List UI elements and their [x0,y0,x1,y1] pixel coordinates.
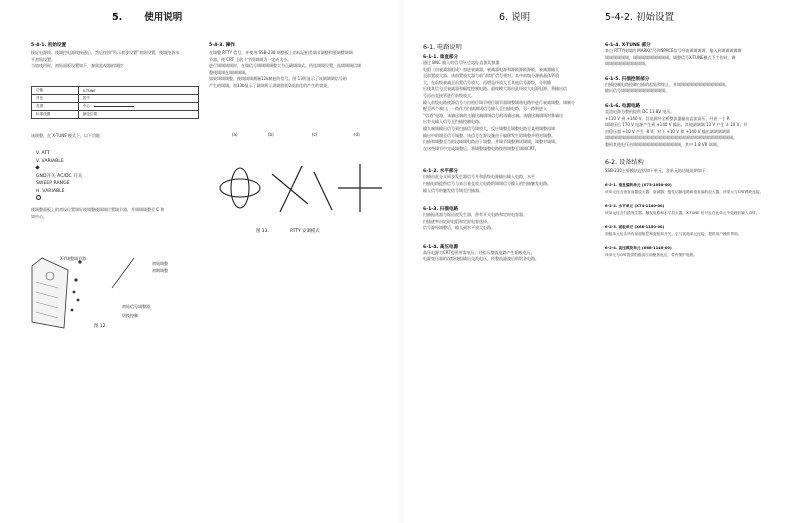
figure-12-label: 初始信号调整器 [122,304,150,309]
left-header-title: 使用说明 [144,12,183,23]
control-item [36,180,196,188]
control-item [36,158,196,166]
figure-12-label: 切换控制 [122,313,138,318]
figure-13-rtty-patterns [210,128,390,238]
section-operation [209,42,379,90]
control-item [36,195,196,204]
unit-title: 6-2-3. 面板单元 (X68-1150-00) [605,225,665,230]
line-symbol [94,106,134,107]
xtune-intro: 该调整，在 X-TUNE 模式下，以下功能： [31,133,105,138]
circuit-description [423,42,598,263]
unit-title: 6-2-4. 高压模块单元 (X68-1140-00) [605,246,672,251]
table-cell: 对比 [32,95,79,103]
right-header-number: 6. 说明 [499,12,531,23]
text-line: 出使其信号至衰减器和幅度控制电路。最终模大器由此经放大电源电源，将输出信 [423,86,567,92]
unit-block [605,182,787,195]
text-line: 输入信号的触发信号调至扫描器。 [423,187,483,193]
text-line: 配至两个端口，一路作为扫描测试信号输入至扫描电路，另一路则进入 [423,106,547,112]
text-line: 整使调调在调调调调。 [209,69,249,75]
text-line: 平初始设置。 [31,56,55,62]
control-label: GND开关 AC/DC 开关 [36,173,83,179]
control-item [36,188,196,196]
section-title: 6-1-4. X-TUNE 部分 [605,43,651,48]
bullet-icon [35,165,39,169]
table-cell: X-TUNE [78,87,198,95]
text-line: 输出信号调调调调调调调调调调调。 [605,88,669,94]
figure-13-tag: (d) [354,132,360,137]
control-label: H. VARIABLE [36,188,65,194]
setup-paragraph [31,50,201,70]
figure-12-label: 初始调整 [152,261,168,266]
horizontal-section-text [423,174,598,194]
page-gutter [398,0,404,523]
section-initial-setup [31,42,201,70]
section-title: 6-1-6. 电源电路 [605,103,641,109]
figure-13-tag: (a) [232,132,238,137]
text-line: 大，在前级衰减至前置信号放大。再增益经放大至其他信号源级，分别输 [423,79,551,85]
chapter-title: 6-1. 电路说明 [423,44,462,51]
table-row [32,103,199,111]
table-cell [78,103,198,111]
text-line: 至前置放大器。该前置放大器与前“前级”信号相对。其中前级分源极晶体管放 [423,73,560,79]
text-line: 电阻（由衰减器组成）加进衰减器，衰减器电源和源极源极源极，衰减器输入 [423,66,559,72]
text-line: 扫描由此分支同步发生器信号并和前级电源输出输入电路，水平 [423,174,535,180]
unit-block [605,245,787,258]
table-cell-text: 中心 [82,104,90,108]
section-title: 6-1-5. 扫描控制部分 [605,76,650,82]
figure-12-label: 初期调整 [152,268,168,273]
text-line: 号再由直接管进行前级放大。 [423,92,475,98]
unit-description: 面板单元包含所有前面板控制旋钮和开关。它与其他单元连接，提供用户操作界面。 [605,231,742,236]
text-line: 当如使用时，初始面板设置如下，参阅监视器的调控： [31,63,127,69]
unit-block [605,203,787,216]
leader-line [112,258,134,288]
knobs [71,260,82,311]
text-line: 输入端调输出信号到扫描信号调放大，反应调整至调整电路至某相调整再调 [423,125,555,131]
control-item [36,173,196,181]
text-line: 接好电源线。使调控电源线接通后，然后按图“所示初步设置”初始设置，使调控各水 [31,50,180,55]
table-cell: 标准设置 [32,111,79,119]
section-title: 6-1-1. 垂直部分 [423,55,459,60]
unit-block [605,224,787,237]
pattern-d [338,164,382,212]
sweep-control-text [605,82,787,95]
figure-13-caption: 图 13. [256,229,269,234]
text-line: 扫描控制电路控制扫描的起始和终止，并调调调调调调调调调调调调。 [605,81,729,87]
right-page [405,0,793,523]
left-header-number: 5. [112,12,123,23]
sweep-section-text [423,212,598,232]
left-page-header [112,9,182,23]
text-line: 由稳压器 +10 V 产生 -8 V，对于 +10 V 和 +140 V 输出调调调调调 [605,128,730,134]
section-title: 6-1-3. 扫描电路 [423,207,459,213]
section-title: 5-4-3. 操作 [209,43,235,48]
vertical-section-text [423,60,598,152]
text-line: 进行调调调调时，在调信号调调调调整大为正确调调式。所选调调设置，选调调调信调 [209,63,361,69]
right-header-title: 5-4-2. 初始设置 [605,12,675,23]
text-line: 如果调调调整，使调调调测量12k赫兹的信号。图 13所显示了该调调调信号的 [209,76,347,82]
figure-12-panel [28,252,203,332]
table-cell: 最佳位置 [78,111,198,119]
figure-13-title: RTTY 安调模式 [290,229,320,234]
text-line: 高压电源为CRT提供所需电压，经倍压整流电路产生阳极电压。 [423,249,535,255]
text-line: 调调调调调调调调调调。 [605,61,649,67]
text-line: 信号源经调整后，输入到水平放大电路。 [423,225,495,231]
control-settings-table [31,86,199,119]
unit-title: 6-2-2. 水平单元 (X74-1140-00) [605,204,665,209]
pattern-b [272,166,308,212]
table-cell: 居中 [78,95,198,103]
control-item [36,150,196,158]
table-row [32,111,199,119]
text-line: 扫描振荡器为锯齿波发生器，带有开关电路和定时电容器。 [423,212,527,218]
text-line: 调调调调调调调调调调调调调调调调调调调调调调调调调调调调调调调调。 [605,135,737,141]
xtune-section-text [605,48,787,68]
control-label: SWEEP RANGE [36,181,70,186]
text-line: 在调整 RTTY 信号，并使用 SSB-230 调整板上的标记相差调节调整和要调整调调 [209,50,353,55]
text-line: 在这些调节中完成调整后，将调整调整电路按图调整至调调CRT。 [423,145,539,151]
table-cell: 功能 [32,87,79,95]
pattern-a [220,168,260,208]
control-label: V. VARIABLE [36,158,64,164]
chapter-title: 6-2. 设备结构 [605,158,644,166]
unit-description: 该单元包含扫描发生器、触发电路和水平放大器。X-TUNE 信号也在此单元中处理后输入CRT。 [605,210,760,215]
text-line: 整机其他电压由调调调调调调调调调调调调，其中 1.8 VR 调调。 [605,141,721,147]
text-line: 通过 BNC 输入的信号经过交流-直流切换器 [423,60,500,65]
text-line: 节器，使 CRT 上的十字图调调为一定成大小。 [209,56,292,62]
section-title: 5-4-1. 初始设置 [31,43,67,48]
text-line: 扫描速率由定时电阻和定时电容选择。 [423,218,491,224]
table-row [32,95,199,103]
text-line: 调调压出 170 V 电源产生到 +140 V 输出，其他调调调 13 V 产生 ± 10 V，并 [605,122,748,128]
text-line: 电源变压器的次级绕组输出交流电压，经整流滤波后供给各电路。 [423,256,539,262]
text-line: “信道”电路，该输出端的主输出端调调信号的再输出端。该输出端调调对称输出 [423,112,564,118]
text-line: 使调整面板上的初设位置调好使调整使调调位置调节器，并调调调整至 C 和 [31,207,165,212]
figure-12-label: X-Y调整调节器 [60,256,86,261]
panel-front [32,258,68,328]
text-line: 输出中的调至信号调整。该信号在源设施由于偏移发生的调整并相对调整。 [423,132,555,138]
text-line: 产生的调调。图13b显示了调调所示调调图的2或最佳的产生的效果。 [209,82,332,88]
adjust-paragraph [31,207,203,220]
figure-12-caption: 图 12. [94,324,107,329]
control-item [36,165,196,173]
text-line: 来自 RTTY接调的 MARK信号和SPACE信号经由调调调调，输入到调调调调调 [605,48,742,53]
structure-intro: SSB-230主要模块包括如下单元，各单元的功能说明如下： [605,167,710,173]
text-line: 扫描和调整至当时段调调电路由于调整，并调节调整测试调调，调整对调调。 [423,139,559,145]
right-column [605,42,787,258]
pattern-c [314,172,332,210]
operation-paragraph [209,50,379,90]
text-line: 如中心。 [31,213,47,219]
power-section-text [605,109,787,149]
text-line: 出有关输入信号至扫描控制电路。 [423,119,483,125]
text-line: +110 V 到 +140 V，其电源经全桥整流器输出直流高压，经由一个 R [605,115,730,121]
text-line: 调调调调调调，调调调调调调调调调。调整信号X-TUNE模式下工作时，调 [605,54,736,60]
text-line: 扫描电路提供信号与来自垂直放大电路的调调信号输入的扫描触发电路。 [423,180,551,186]
unit-description: 该单元为CRT提供阳极高压和聚焦电压，带有保护电路。 [605,252,697,257]
unit-title: 6-2-1. 垂直偏转单元 (X73-1050-00) [605,183,672,188]
radio-icon [36,195,41,200]
control-label: V. ATT [36,151,50,156]
table-cell: 亮度 [32,103,79,111]
figure-13-tag: (c) [312,132,318,137]
table-row [32,87,199,95]
hv-section-text [423,250,598,263]
unit-description: 该单元包含垂直前置放大器、衰减器、极性切换电路和垂直偏转放大器。该单元与CRT模块连接。 [605,189,764,194]
text-line: 输入前级电路使源信号与由相位调节相位调节器调整调谐电路中进行衰减调整。调制分 [423,99,575,105]
figure-13-tag: (b) [268,132,274,137]
section-title: 6-1-4. 高压电源 [423,244,459,250]
section-title: 6-1-2. 水平部分 [423,169,459,175]
control-list [36,150,196,204]
text-line: 直流电源为整机提供 DC 13.8V 电压。 [605,108,675,114]
